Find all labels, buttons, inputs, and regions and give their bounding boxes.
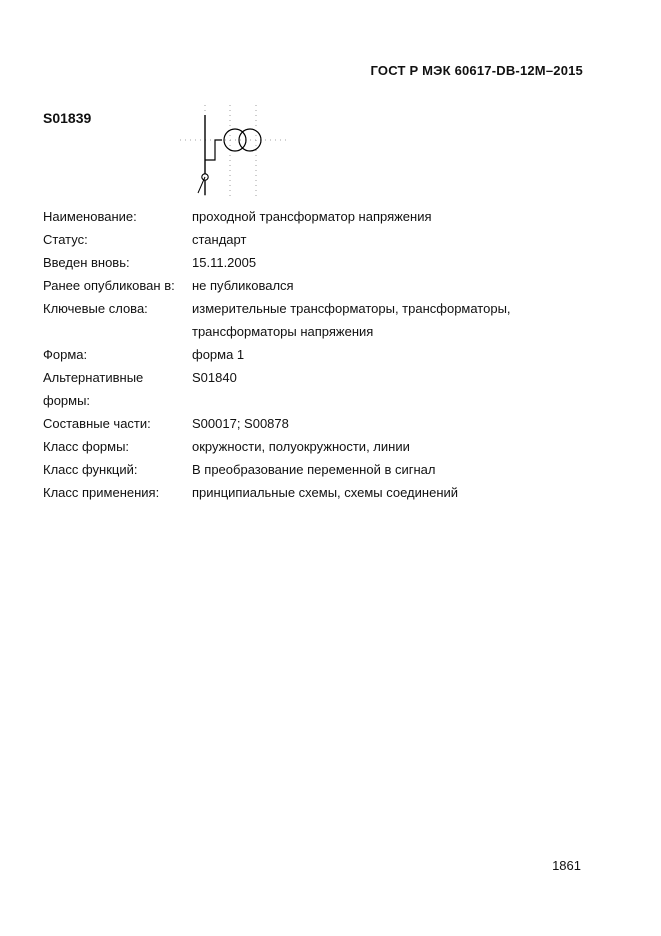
property-value: стандарт <box>192 232 247 247</box>
property-label: Класс функций: <box>43 462 138 477</box>
property-label: Ключевые слова: <box>43 301 148 316</box>
property-label: Введен вновь: <box>43 255 130 270</box>
property-label: Форма: <box>43 347 88 362</box>
property-row <box>43 458 552 481</box>
property-value: измерительные трансформаторы, трансформаторы, трансформаторы напряжения <box>192 301 511 339</box>
property-row <box>43 251 552 274</box>
property-label: Класс формы: <box>43 439 130 454</box>
property-value: не публиковался <box>192 278 294 293</box>
property-label: Класс применения: <box>43 485 160 500</box>
property-label: Наименование: <box>43 209 137 224</box>
feed-through-voltage-transformer-icon <box>180 105 290 200</box>
property-label: Составные части: <box>43 416 151 431</box>
property-row <box>43 481 552 504</box>
property-row <box>43 343 552 366</box>
property-row <box>43 228 552 251</box>
property-value: S01840 <box>192 370 237 385</box>
property-value: окружности, полуокружности, линии <box>192 439 410 454</box>
property-value: принципиальные схемы, схемы соединений <box>192 485 459 500</box>
property-value: 15.11.2005 <box>192 255 257 270</box>
property-row <box>43 205 552 228</box>
property-row <box>43 274 552 297</box>
property-value: B преобразование переменной в сигнал <box>192 462 436 477</box>
symbol-code: S01839 <box>43 110 92 126</box>
property-label: Ранее опубликован в: <box>43 278 175 293</box>
property-value: проходной трансформатор напряжения <box>192 209 432 224</box>
property-row <box>43 366 552 412</box>
property-value: форма 1 <box>192 347 245 362</box>
property-value: S00017; S00878 <box>192 416 289 431</box>
property-list <box>43 205 552 504</box>
property-row <box>43 412 552 435</box>
property-row <box>43 297 552 343</box>
page-number: 1861 <box>552 858 581 873</box>
property-label: Альтернативные формы: <box>43 370 144 408</box>
property-row <box>43 435 552 458</box>
document-header: ГОСТ Р МЭК 60617-DB-12M–2015 <box>370 63 583 78</box>
property-label: Статус: <box>43 232 88 247</box>
